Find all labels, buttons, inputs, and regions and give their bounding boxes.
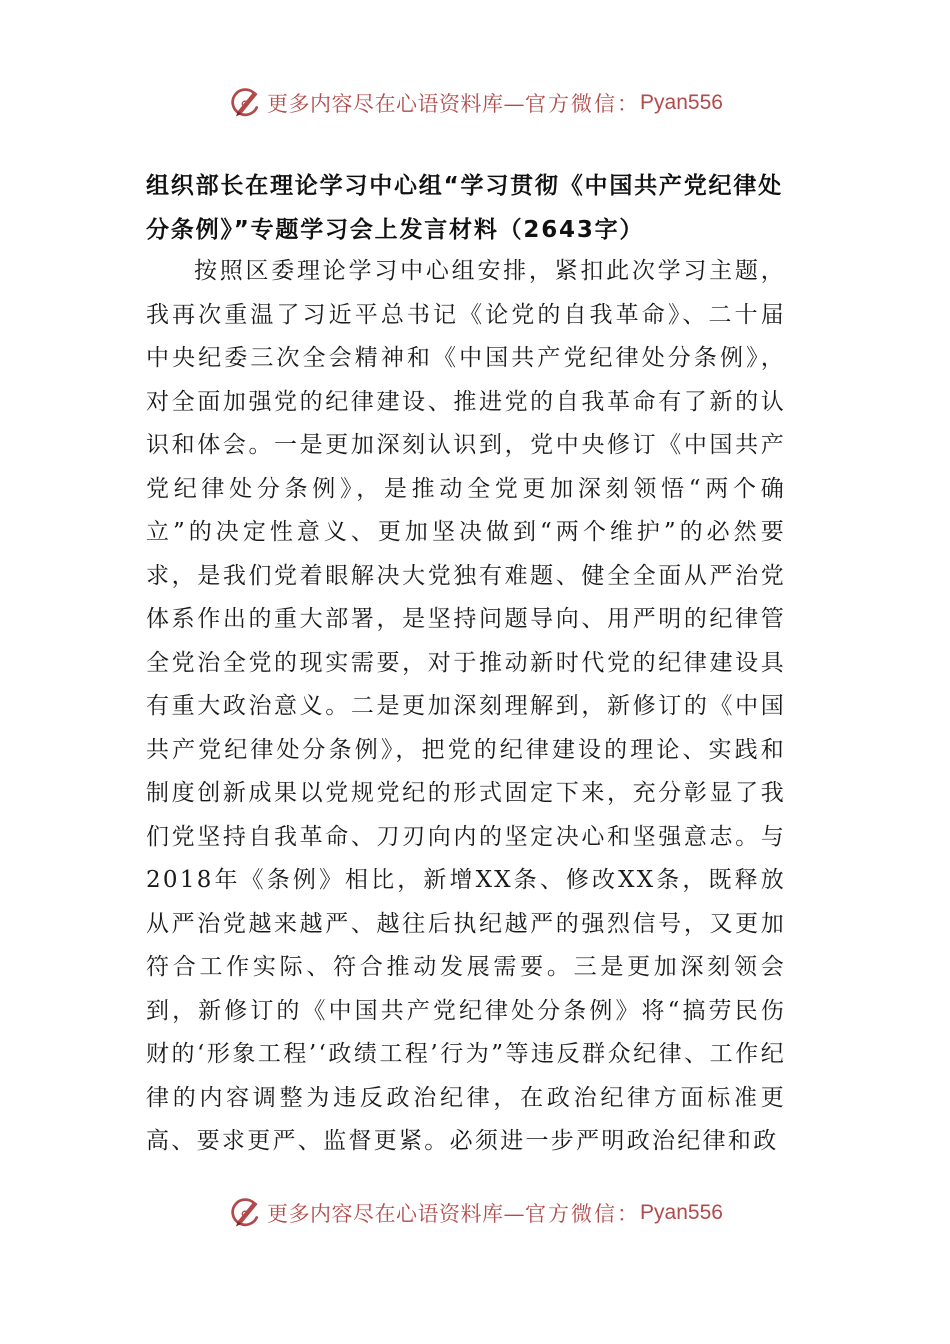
pen-circle-logo-icon — [227, 85, 263, 121]
banner-text: 更多内容尽在心语资料库— — [267, 1202, 526, 1226]
banner-wechat-label: 官方微信： — [525, 92, 641, 116]
footer-banner — [0, 1188, 950, 1238]
banner-wechat-label: 官方微信： — [525, 1202, 641, 1226]
banner-wechat-id: Pyan556 — [640, 1201, 723, 1224]
header-banner — [0, 78, 950, 128]
banner-wechat-id: Pyan556 — [640, 91, 723, 114]
banner-text: 更多内容尽在心语资料库— — [267, 92, 526, 116]
pen-circle-logo-icon — [227, 1195, 263, 1231]
document-body: 按照区委理论学习中心组安排，紧扣此次学习主题，我再次重温了习近平总书记《论党的自我革命》、二十届中央纪委三次全会精神和《中国共产党纪律处分条例》，对全面加强党的纪律建设、推进党的自我革命有了新的认识和体会。一是更加深刻认识到，党中央修订《中国共产党纪律处分条例》，是推动全党更加深刻领悟“两个确立”的决定性意义、更加坚决做到“两个维护”的必然要求，是我们党着眼解决大党独有难题、健全全面从严治党体系作出的重大部署，是坚持问题导向、用严明的纪律管全党治全党的现实需要，对于推动新时代党的纪律建设具有重大政治意义。二是更加深刻理解到，新修订的《中国共产党纪律处分条例》，把党的纪律建设的理论、实践和制度创新成果以党规党纪的形式固定下来，充分彰显了我们党坚持自我革命、刀刃向内的坚定决心和坚强意志。与2018年《条例》相比，新增XX条、修改XX条，既释放从严治党越来越严、越往后执纪越严的强烈信号，又更加符合工作实际、符合推动发展需要。三是更加深刻领会到，新修订的《中国共产党纪律处分条例》将“搞劳民伤财的‘形象工程’‘政绩工程’行为”等违反群众纪律、工作纪律的内容调整为违反政治纪律，在政治纪律方面标准更高、要求更严、监督更紧。必须进一步严明政治纪律和政 — [146, 258, 786, 1154]
document-title: 组织部长在理论学习中心组“学习贯彻《中国共产党纪律处分条例》”专题学习会上发言材料（2643字） — [146, 173, 783, 243]
